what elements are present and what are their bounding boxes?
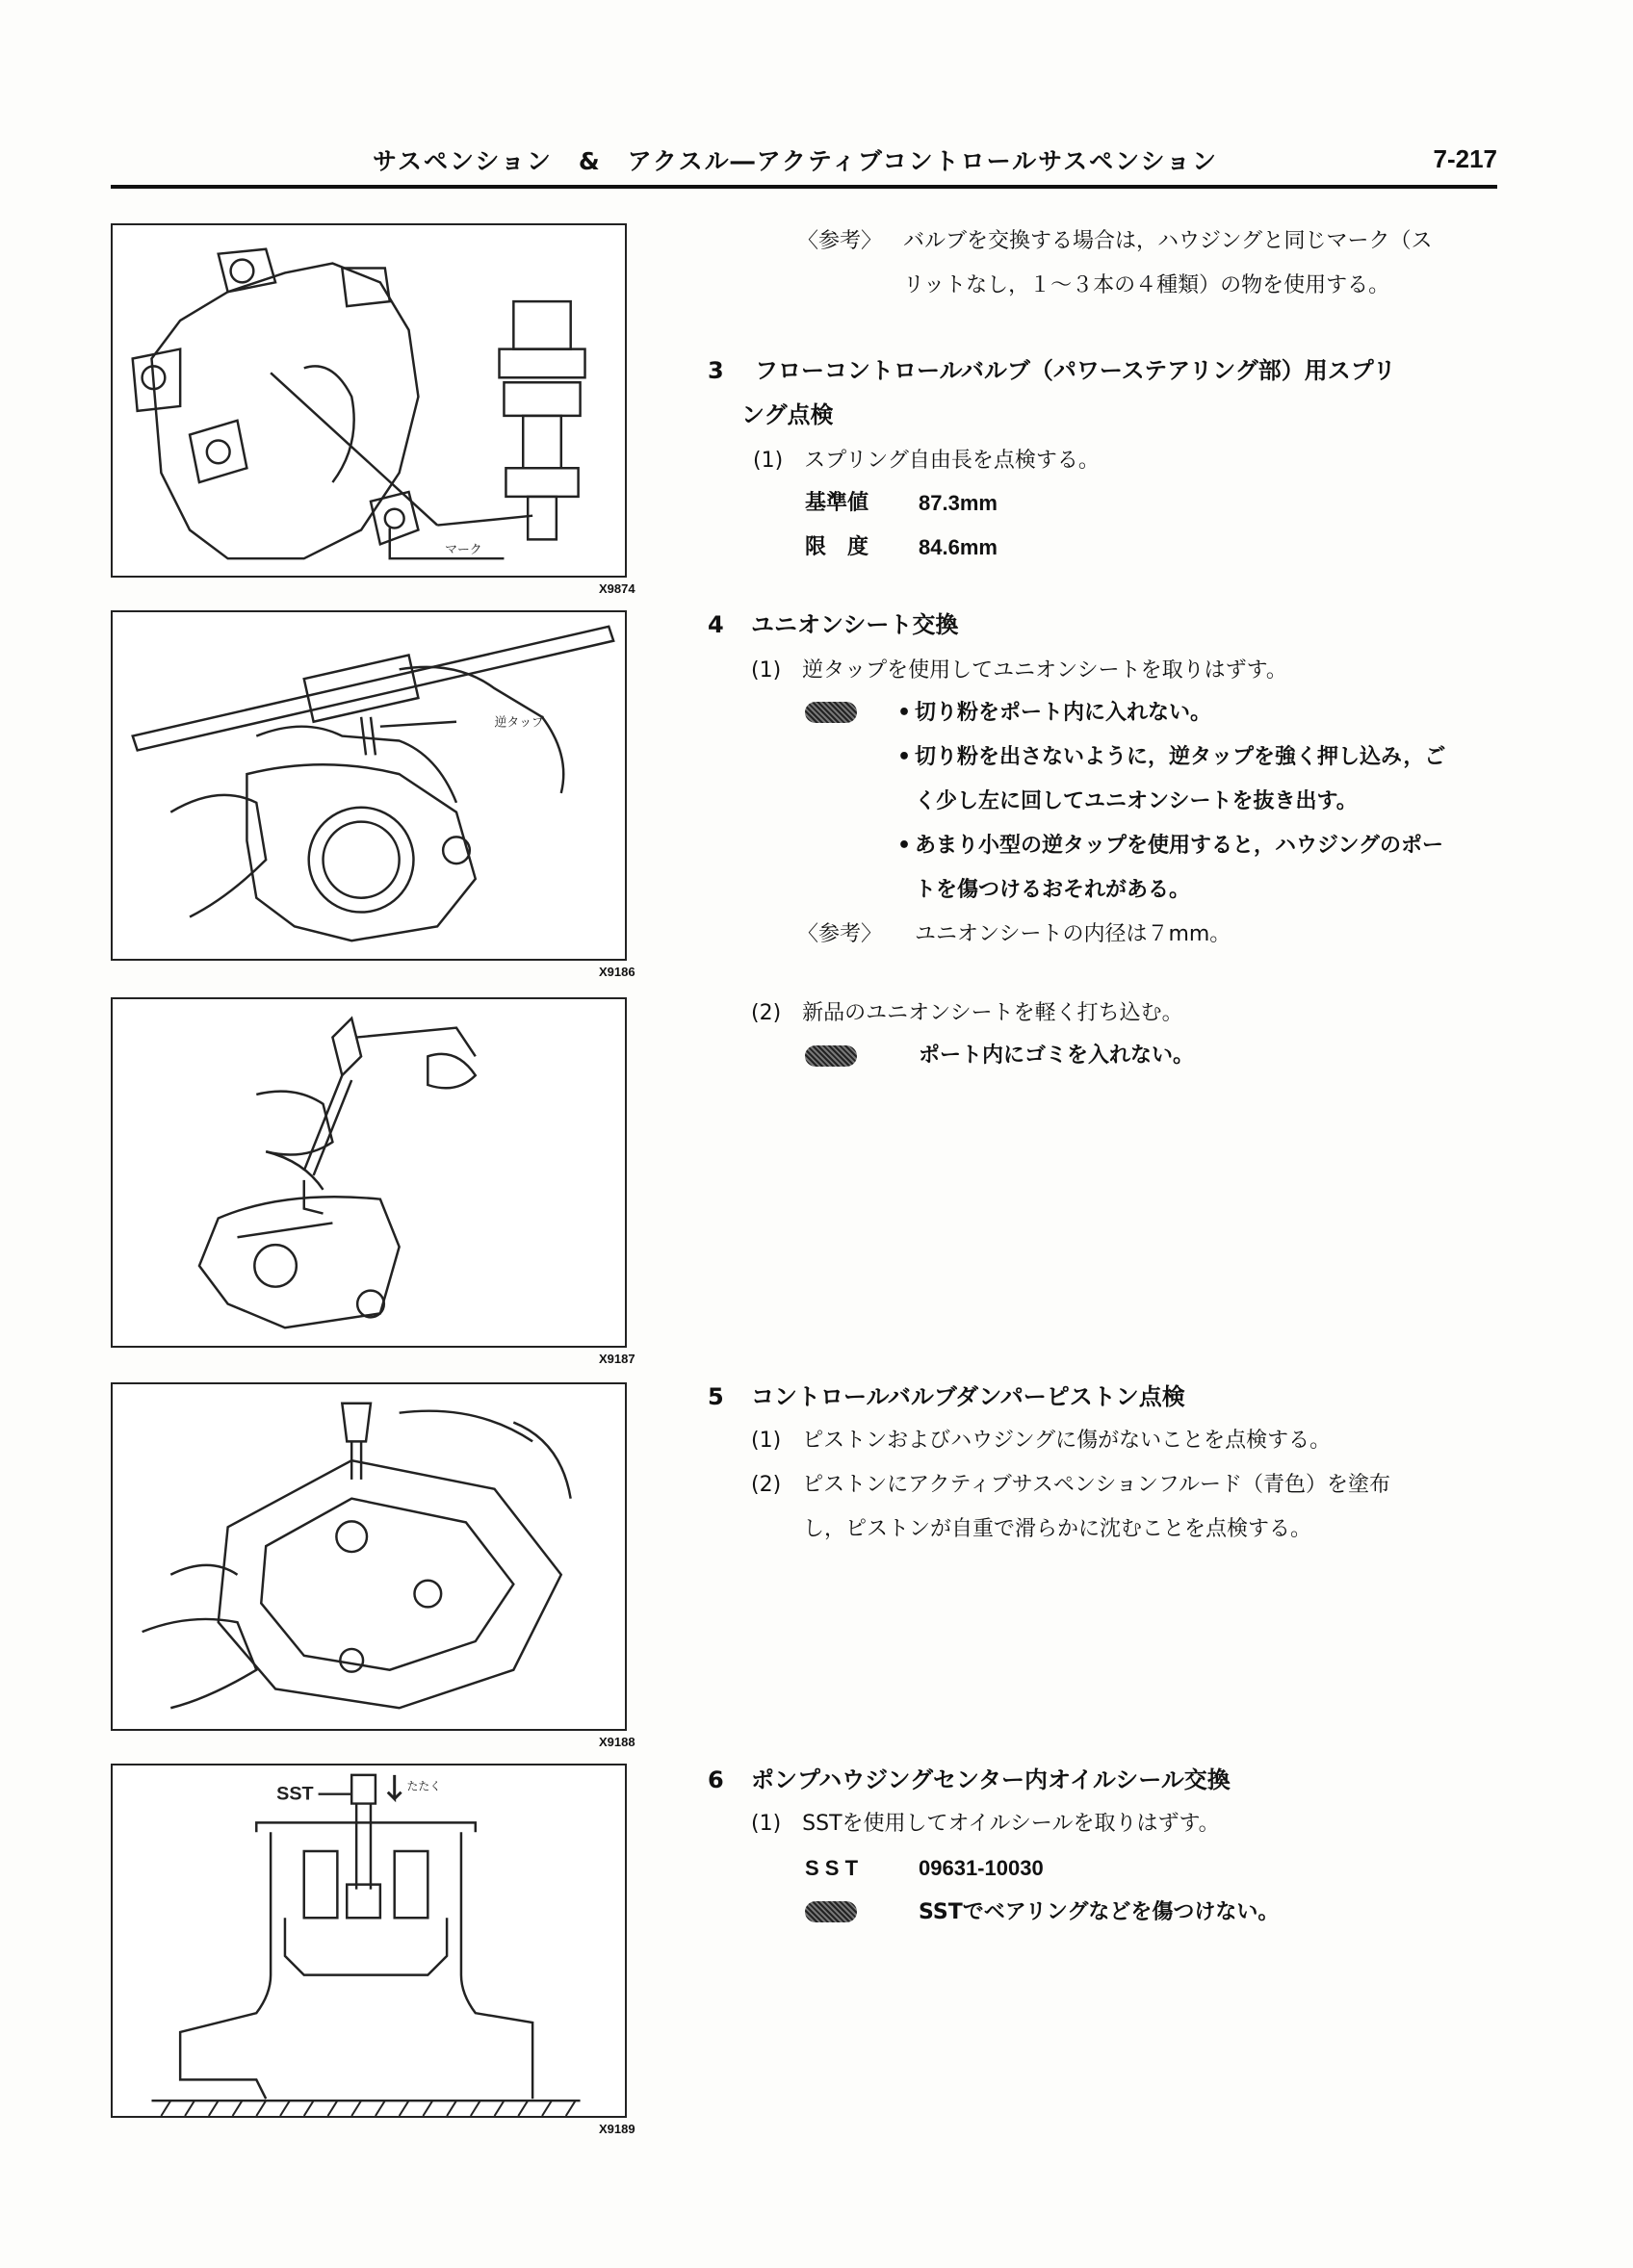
figure-label-sst: SST: [276, 1783, 314, 1805]
figure-label-reverse-tap: 逆タップ: [494, 715, 544, 731]
note-tag: 〈参考〉: [797, 229, 883, 253]
section-4-caution-1: • 切り粉をポート内に入れない。: [897, 701, 1212, 725]
note-text-line2: リットなし，１～３本の４種類）の物を使用する。: [903, 273, 1390, 297]
section-4-step-1: (1) 逆タップを使用してユニオンシートを取りはずす。: [751, 658, 1287, 683]
figure-label-tap: たたく: [406, 1779, 442, 1793]
section-5-step-2-line2: し，ピストンが自重で滑らかに沈むことを点検する。: [803, 1517, 1312, 1541]
reverse-tap-illustration: [113, 612, 625, 959]
header-title: サスペンション & アクスル―アクティブコントロールサスペンション: [373, 147, 1219, 175]
section-3-title-line1: フローコントロールバルブ（パワーステアリング部）用スプリ: [755, 357, 1396, 384]
oil-seal-sst-diagram: [113, 1765, 625, 2116]
page-header: [111, 135, 1497, 189]
section-4-note: ユニオンシートの内径は７mm。: [915, 922, 1231, 946]
section-6-number: 6: [708, 1766, 724, 1793]
figure-reverse-tap: [111, 610, 627, 961]
sst-label: S S T: [805, 1856, 859, 1880]
caution-icon: [805, 1901, 857, 1922]
section-6-title: ポンプハウジングセンター内オイルシール交換: [751, 1766, 1231, 1793]
header-rule: [111, 185, 1497, 189]
section-6-step-1: (1) SSTを使用してオイルシールを取りはずす。: [751, 1812, 1220, 1836]
figure-pump-housing-mark: [111, 223, 627, 578]
section-6-caution: SSTでベアリングなどを傷つけない。: [919, 1900, 1280, 1924]
figure-code: X9188: [599, 1735, 635, 1749]
note-text-line1: バルブを交換する場合は，ハウジングと同じマーク（ス: [903, 229, 1433, 253]
figure-code: X9189: [599, 2122, 635, 2136]
section-3-step-1: (1) スプリング自由長を点検する。: [753, 449, 1100, 473]
section-5-number: 5: [708, 1383, 724, 1410]
section-4-note-tag: 〈参考〉: [797, 922, 883, 946]
figure-code: X9186: [599, 965, 635, 979]
standard-value-label: 基準値: [805, 491, 869, 515]
section-5-step-2-line1: (2) ピストンにアクティブサスペンションフルード（青色）を塗布: [751, 1473, 1390, 1497]
section-5-title: コントロールバルブダンパーピストン点検: [751, 1383, 1185, 1410]
section-4-caution-3-cont: トを傷つけるおそれがある。: [915, 878, 1191, 902]
figure-label-mark: マーク: [445, 543, 482, 558]
damper-piston-illustration: [113, 1384, 625, 1729]
section-4-title: ユニオンシート交換: [751, 611, 959, 638]
section-4-step-2-caution: ポート内にゴミを入れない。: [919, 1044, 1195, 1068]
figure-code: X9187: [599, 1352, 635, 1366]
section-4-caution-2: • 切り粉を出さないように，逆タップを強く押し込み，ご: [897, 745, 1446, 769]
sst-number: 09631-10030: [919, 1856, 1044, 1880]
figure-oil-seal-sst: [111, 1764, 627, 2118]
limit-label: 限 度: [805, 535, 869, 559]
install-union-seat-illustration: [113, 999, 625, 1346]
caution-icon: [805, 1045, 857, 1067]
pump-housing-illustration: [113, 225, 625, 576]
section-3-title-line2: ング点検: [741, 401, 834, 428]
page-number: 7-217: [1433, 144, 1497, 173]
section-5-step-1: (1) ピストンおよびハウジングに傷がないことを点検する。: [751, 1429, 1332, 1453]
figure-damper-piston: [111, 1382, 627, 1731]
section-4-caution-2-cont: く少し左に回してユニオンシートを抜き出す。: [915, 789, 1358, 813]
caution-icon: [805, 702, 857, 723]
section-4-step-2: (2) 新品のユニオンシートを軽く打ち込む。: [751, 1001, 1183, 1025]
section-4-caution-3: • あまり小型の逆タップを使用すると，ハウジングのポー: [897, 834, 1444, 858]
figure-install-union-seat: [111, 997, 627, 1348]
limit-value: 84.6mm: [919, 535, 998, 559]
standard-value: 87.3mm: [919, 491, 998, 515]
section-4-number: 4: [708, 611, 724, 638]
figure-code: X9874: [599, 581, 635, 596]
section-3-number: 3: [708, 357, 724, 384]
